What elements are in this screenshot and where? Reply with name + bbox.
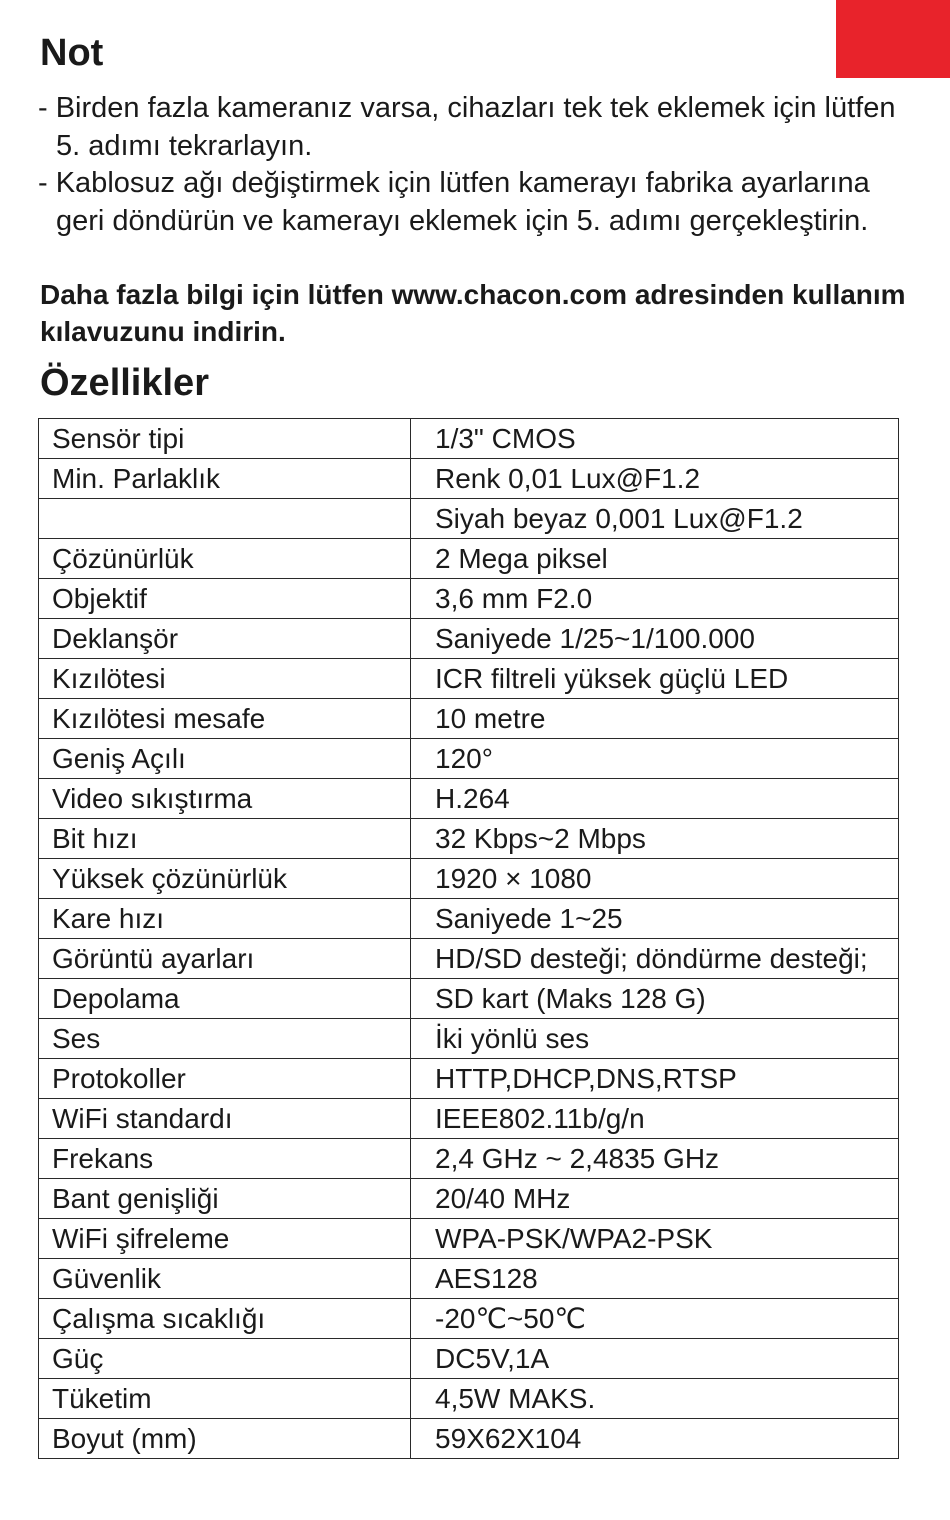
spec-value: 4,5W MAKS. xyxy=(411,1379,899,1419)
spec-row xyxy=(39,1099,899,1139)
spec-value: HD/SD desteği; döndürme desteği; xyxy=(411,939,899,979)
spec-value: Siyah beyaz 0,001 Lux@F1.2 xyxy=(411,499,899,539)
spec-value: 59X62X104 xyxy=(411,1419,899,1459)
spec-label: Çözünürlük xyxy=(39,539,411,579)
spec-value: Saniyede 1/25~1/100.000 xyxy=(411,619,899,659)
spec-row xyxy=(39,459,899,499)
spec-row xyxy=(39,539,899,579)
spec-label: WiFi standardı xyxy=(39,1099,411,1139)
spec-label: Kızılötesi xyxy=(39,659,411,699)
spec-label: Tüketim xyxy=(39,1379,411,1419)
spec-value: SD kart (Maks 128 G) xyxy=(411,979,899,1019)
spec-label: Frekans xyxy=(39,1139,411,1179)
spec-row xyxy=(39,659,899,699)
spec-row xyxy=(39,699,899,739)
features-title: Özellikler xyxy=(40,362,209,404)
spec-value: İki yönlü ses xyxy=(411,1019,899,1059)
spec-value: 2,4 GHz ~ 2,4835 GHz xyxy=(411,1139,899,1179)
spec-label: Protokoller xyxy=(39,1059,411,1099)
spec-row xyxy=(39,579,899,619)
spec-label: Depolama xyxy=(39,979,411,1019)
spec-label: Bant genişliği xyxy=(39,1179,411,1219)
spec-label: Kare hızı xyxy=(39,899,411,939)
spec-label: Kızılötesi mesafe xyxy=(39,699,411,739)
red-corner-tab xyxy=(836,0,950,78)
spec-label: Video sıkıştırma xyxy=(39,779,411,819)
spec-value: 1/3" CMOS xyxy=(411,419,899,459)
spec-row xyxy=(39,1019,899,1059)
spec-label: Objektif xyxy=(39,579,411,619)
spec-label: Bit hızı xyxy=(39,819,411,859)
spec-value: IEEE802.11b/g/n xyxy=(411,1099,899,1139)
spec-value: AES128 xyxy=(411,1259,899,1299)
note-title: Not xyxy=(40,32,104,74)
spec-row xyxy=(39,499,899,539)
spec-value: 3,6 mm F2.0 xyxy=(411,579,899,619)
spec-row xyxy=(39,979,899,1019)
spec-row xyxy=(39,739,899,779)
spec-row xyxy=(39,1379,899,1419)
note-list xyxy=(38,90,918,240)
spec-label: Görüntü ayarları xyxy=(39,939,411,979)
spec-row xyxy=(39,419,899,459)
spec-row xyxy=(39,859,899,899)
spec-row xyxy=(39,1419,899,1459)
spec-label: Deklanşör xyxy=(39,619,411,659)
specs-table xyxy=(38,418,899,1459)
spec-value: Renk 0,01 Lux@F1.2 xyxy=(411,459,899,499)
spec-value: 32 Kbps~2 Mbps xyxy=(411,819,899,859)
spec-row xyxy=(39,1259,899,1299)
spec-label: WiFi şifreleme xyxy=(39,1219,411,1259)
spec-value: ICR filtreli yüksek güçlü LED xyxy=(411,659,899,699)
spec-row xyxy=(39,1059,899,1099)
spec-label: Yüksek çözünürlük xyxy=(39,859,411,899)
spec-value: Saniyede 1~25 xyxy=(411,899,899,939)
spec-value: HTTP,DHCP,DNS,RTSP xyxy=(411,1059,899,1099)
spec-row xyxy=(39,1179,899,1219)
spec-label: Sensör tipi xyxy=(39,419,411,459)
spec-row xyxy=(39,819,899,859)
spec-value: DC5V,1A xyxy=(411,1339,899,1379)
spec-label: Güç xyxy=(39,1339,411,1379)
spec-row xyxy=(39,619,899,659)
spec-row xyxy=(39,1299,899,1339)
note-item: - Kablosuz ağı değiştirmek için lütfen kamerayı fabrika ayarlarına geri döndürün ve kamerayı eklemek için 5. adımı gerçekleştirin. xyxy=(38,167,870,237)
spec-row xyxy=(39,1219,899,1259)
spec-value: 2 Mega piksel xyxy=(411,539,899,579)
spec-label: Min. Parlaklık xyxy=(39,459,411,499)
spec-value: 20/40 MHz xyxy=(411,1179,899,1219)
spec-label xyxy=(39,499,411,539)
spec-row xyxy=(39,899,899,939)
spec-row xyxy=(39,939,899,979)
spec-label: Boyut (mm) xyxy=(39,1419,411,1459)
spec-value: 10 metre xyxy=(411,699,899,739)
spec-label: Ses xyxy=(39,1019,411,1059)
note-item: - Birden fazla kameranız varsa, cihazları tek tek eklemek için lütfen 5. adımı tekrarlayın. xyxy=(38,92,896,162)
spec-value: 1920 × 1080 xyxy=(411,859,899,899)
spec-label: Geniş Açılı xyxy=(39,739,411,779)
spec-row xyxy=(39,779,899,819)
spec-value: WPA-PSK/WPA2-PSK xyxy=(411,1219,899,1259)
spec-label: Güvenlik xyxy=(39,1259,411,1299)
spec-row xyxy=(39,1339,899,1379)
spec-label: Çalışma sıcaklığı xyxy=(39,1299,411,1339)
spec-value: H.264 xyxy=(411,779,899,819)
spec-row xyxy=(39,1139,899,1179)
spec-value: -20℃~50℃ xyxy=(411,1299,899,1339)
more-info-text: Daha fazla bilgi için lütfen www.chacon.com adresinden kullanım kılavuzunu indirin. xyxy=(40,279,906,347)
spec-value: 120° xyxy=(411,739,899,779)
